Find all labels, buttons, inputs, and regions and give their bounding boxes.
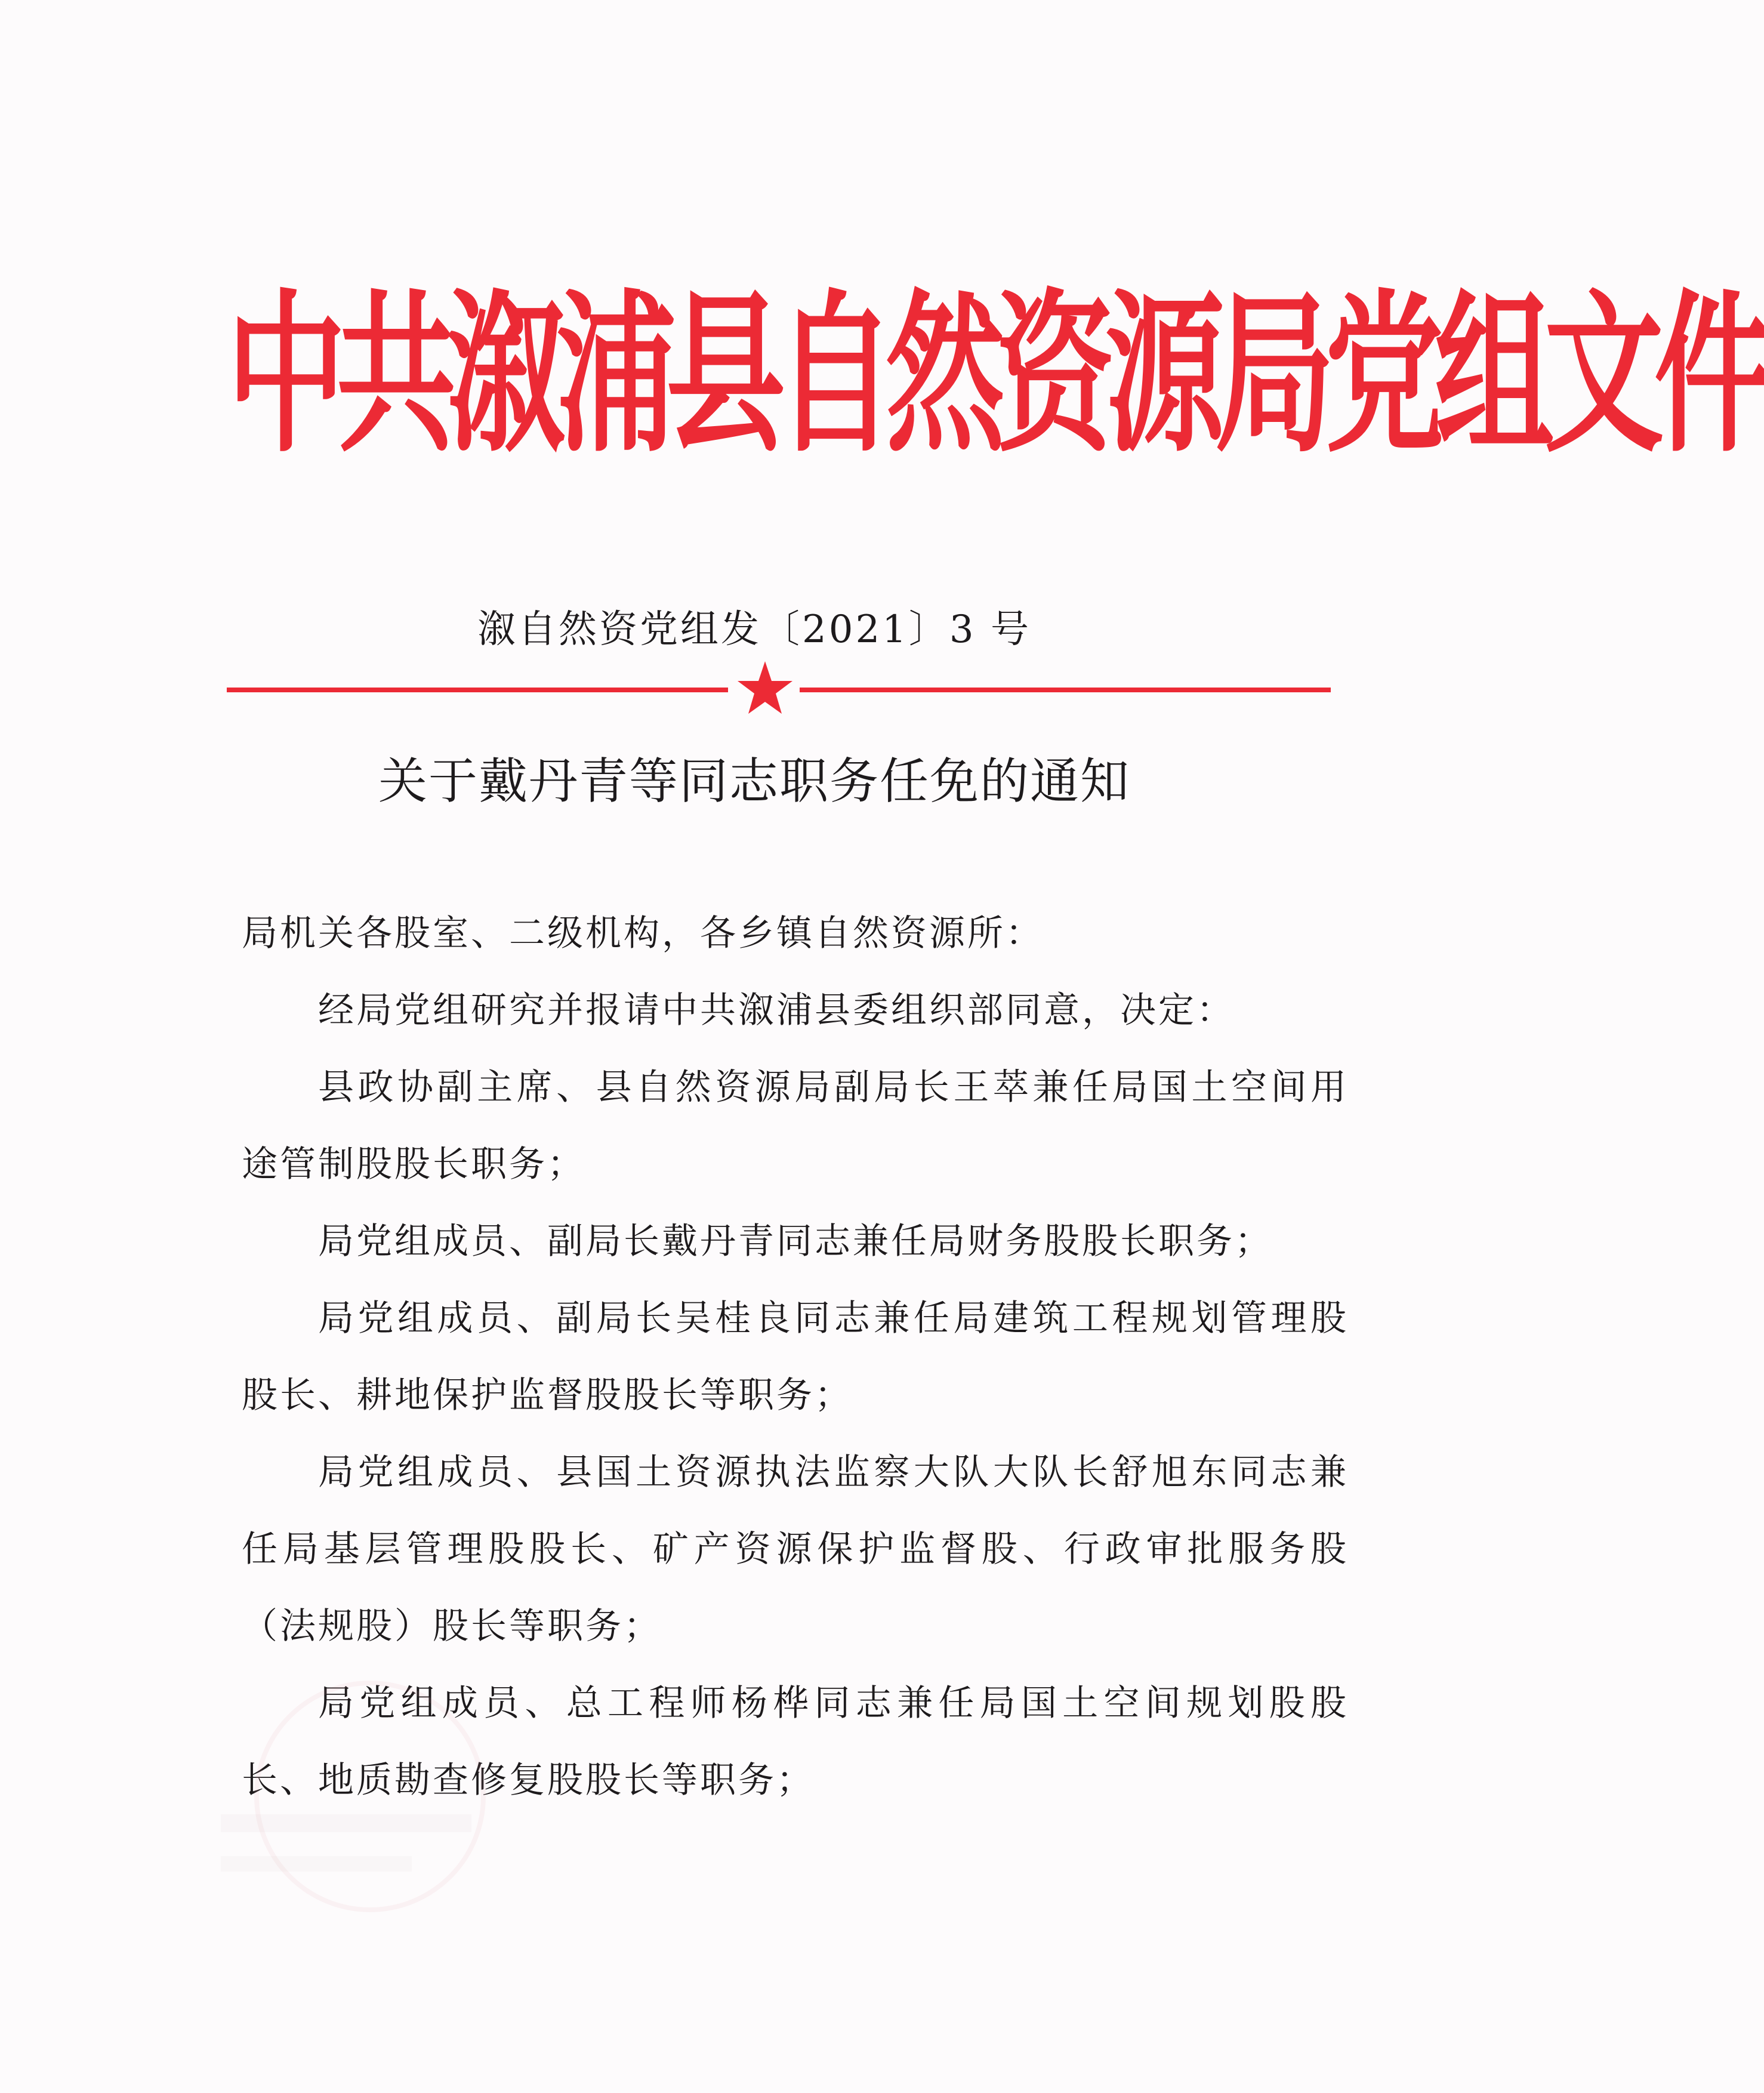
addressee: 局机关各股室、二级机构，各乡镇自然资源所： <box>242 913 1044 954</box>
document-body <box>242 895 1349 1819</box>
body-paragraph: 局党组成员、副局长吴桂良同志兼任局建筑工程规划管理股股长、耕地保护监督股股长等职务； <box>242 1297 1349 1416</box>
red-divider-right <box>800 688 1331 692</box>
body-paragraph: 局党组成员、副局长戴丹青同志兼任局财务股股长职务； <box>318 1220 1273 1262</box>
document-number: 溆自然资党组发〔2021〕3 号 <box>477 608 1031 652</box>
body-paragraph: 县政协副主席、县自然资源局副局长王萃兼任局国土空间用途管制股股长职务； <box>242 1066 1349 1185</box>
red-divider-left <box>227 688 728 692</box>
body-paragraph: 局党组成员、县国土资源执法监察大队大队长舒旭东同志兼任局基层管理股股长、矿产资源保护监督股、行政审批服务股（法规股）股长等职务； <box>242 1451 1349 1647</box>
document-header-title: 中共溆浦县自然资源局党组文件 <box>227 275 1764 477</box>
body-paragraph: 经局党组研究并报请中共溆浦县委组织部同意，决定： <box>318 990 1235 1031</box>
star-icon <box>735 659 795 719</box>
body-paragraph: 局党组成员、总工程师杨桦同志兼任局国土空间规划股股长、地质勘查修复股股长等职务； <box>242 1682 1349 1801</box>
notice-title: 关于戴丹青等同志职务任免的通知 <box>378 753 1130 810</box>
